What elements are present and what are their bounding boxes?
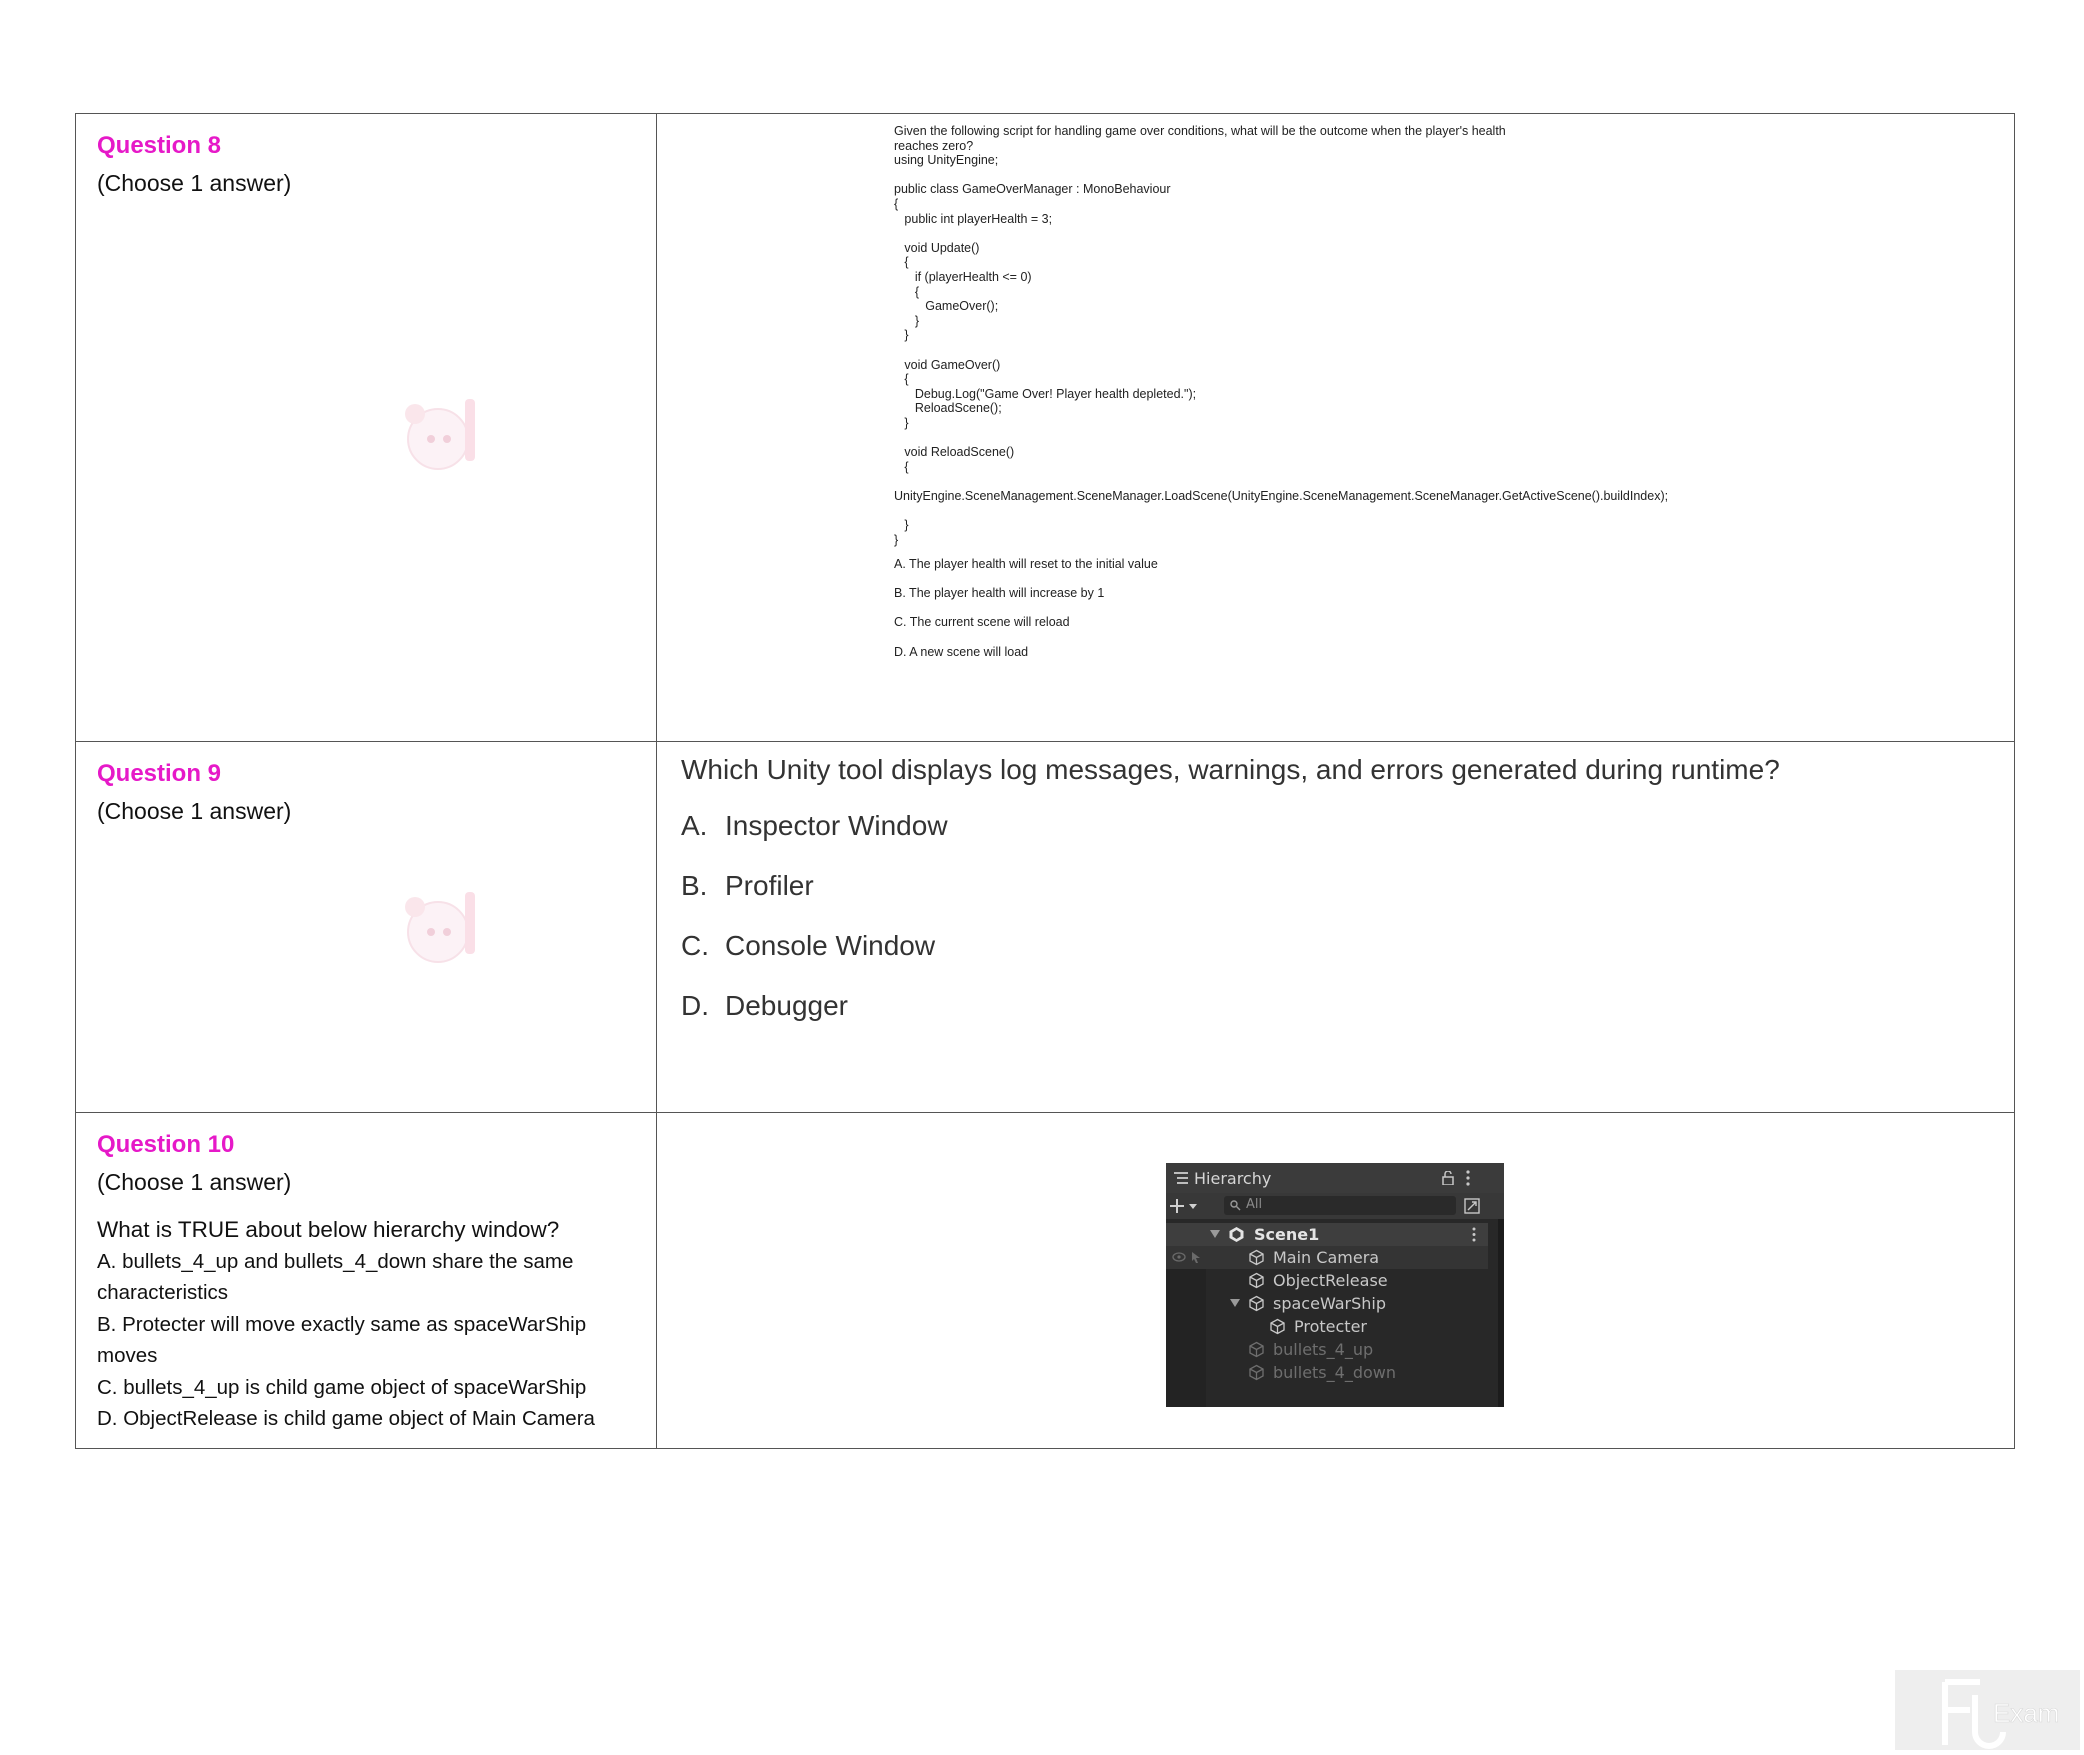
question-9-content: [681, 754, 1780, 1050]
hierarchy-tab-title[interactable]: Hierarchy: [1194, 1169, 1272, 1188]
more-options-icon[interactable]: [1472, 1227, 1476, 1242]
search-icon: [1230, 1200, 1241, 1211]
option-letter: C.: [681, 930, 709, 961]
question-10-option-b[interactable]: B. Protecter will move exactly same as spaceWarShip moves: [97, 1312, 587, 1367]
hierarchy-tab-bar: [1166, 1163, 1504, 1193]
option-text: Debugger: [725, 990, 848, 1021]
lock-icon[interactable]: [1442, 1171, 1454, 1185]
question-9-option-b[interactable]: [681, 870, 1780, 902]
question-9-text: Which Unity tool displays log messages, warnings, and errors generated during runtime?: [681, 754, 1780, 785]
more-options-icon[interactable]: [1466, 1170, 1470, 1186]
exam-logo-icon: [1895, 1670, 2080, 1750]
hierarchy-item-label: spaceWarShip: [1273, 1294, 1387, 1313]
question-10-choose: (Choose 1 answer): [97, 1169, 292, 1195]
option-text: Console Window: [725, 930, 936, 961]
option-letter: B.: [681, 870, 708, 901]
hierarchy-item-main-camera[interactable]: [1166, 1246, 1488, 1269]
question-9-option-d[interactable]: [681, 990, 1780, 1022]
hierarchy-item-protecter[interactable]: [1166, 1315, 1488, 1338]
question-10-title: Question 10: [97, 1131, 235, 1158]
scene-view-icon[interactable]: [1464, 1198, 1480, 1214]
question-10-option-c[interactable]: C. bullets_4_up is child game object of spaceWarShip: [97, 1375, 587, 1399]
hierarchy-toolbar: [1166, 1193, 1504, 1219]
watermark-icon: [393, 877, 493, 977]
option-text: Profiler: [725, 870, 814, 901]
questions-table: [75, 113, 2015, 1449]
question-10-option-d[interactable]: D. ObjectRelease is child game object of Main Camera: [97, 1407, 595, 1430]
expand-arrow-icon[interactable]: [1210, 1230, 1220, 1238]
gameobject-cube-icon: [1248, 1272, 1265, 1289]
question-8-option-a[interactable]: A. The player health will reset to the initial value: [894, 557, 1158, 572]
question-9-title: Question 9: [97, 760, 222, 787]
exam-logo: [1895, 1670, 2080, 1750]
watermark-icon: [393, 384, 493, 484]
question-10-right-cell: [657, 1113, 2015, 1449]
search-placeholder: All: [1246, 1197, 1263, 1212]
question-8-right-cell: [657, 114, 2015, 742]
gameobject-cube-icon: [1248, 1295, 1265, 1312]
gameobject-cube-icon: [1269, 1318, 1286, 1335]
question-9-choose: (Choose 1 answer): [97, 798, 292, 824]
exam-logo-text: Exam: [1993, 1698, 2060, 1728]
question-8-code: Given the following script for handling game over conditions, what will be the outcome when the player's health reaches zero? using UnityEngine; public class GameOverManager : MonoBehaviour { public int playerHealth = 3; void Update() { if (playerHealth <= 0) { GameOver(); } } void GameOver() { Debug.Log("Game Over! Player health depleted."); ReloadScene(); } void ReloadScene() { UnityEngine.SceneManagement.SceneManager.LoadScene(UnityEngine.SceneManagement.SceneManager.GetActiveScene().buildIndex); } }: [894, 124, 1669, 547]
question-10-body: [97, 1214, 637, 1435]
hierarchy-item-scene1[interactable]: [1166, 1223, 1488, 1246]
question-9-right-cell: [657, 742, 2015, 1113]
gameobject-cube-icon: [1248, 1341, 1265, 1358]
question-10-text: What is TRUE about below hierarchy window?: [97, 1217, 560, 1242]
question-9-option-c[interactable]: [681, 930, 1780, 962]
question-8-option-b[interactable]: B. The player health will increase by 1: [894, 586, 1105, 601]
gameobject-cube-icon: [1248, 1364, 1265, 1381]
option-letter: A.: [681, 810, 708, 841]
unity-scene-icon: [1228, 1226, 1245, 1243]
hierarchy-item-label: Protecter: [1294, 1317, 1367, 1336]
question-8-title: Question 8: [97, 132, 222, 159]
gameobject-cube-icon: [1248, 1249, 1265, 1266]
hierarchy-item-spacewarship[interactable]: [1166, 1292, 1488, 1315]
hierarchy-item-label: Scene1: [1254, 1225, 1320, 1244]
question-9-left-cell: [76, 742, 657, 1113]
hierarchy-item-label: ObjectRelease: [1273, 1271, 1388, 1290]
question-8-options: [894, 557, 1994, 659]
question-10-option-a[interactable]: A. bullets_4_up and bullets_4_down share the same characteristics: [97, 1249, 574, 1304]
pickable-icon[interactable]: [1190, 1251, 1202, 1264]
hierarchy-item-bullets-4-down[interactable]: [1166, 1361, 1488, 1384]
visibility-icon[interactable]: [1172, 1252, 1186, 1262]
question-8-content: [894, 124, 1994, 674]
hierarchy-item-bullets-4-up[interactable]: [1166, 1338, 1488, 1361]
option-letter: D.: [681, 990, 709, 1021]
hierarchy-item-label: Main Camera: [1273, 1248, 1380, 1267]
hierarchy-window: [1166, 1163, 1504, 1407]
hierarchy-search-input[interactable]: [1224, 1196, 1456, 1215]
list-icon: [1174, 1172, 1188, 1184]
question-8-left-cell: [76, 114, 657, 742]
question-8-choose: (Choose 1 answer): [97, 170, 292, 196]
question-9-option-a[interactable]: [681, 810, 1780, 842]
option-text: Inspector Window: [725, 810, 948, 841]
question-8-option-d[interactable]: D. A new scene will load: [894, 644, 1029, 659]
add-dropdown-icon[interactable]: [1170, 1198, 1200, 1214]
hierarchy-item-label: bullets_4_down: [1273, 1363, 1396, 1382]
expand-arrow-icon[interactable]: [1230, 1299, 1240, 1307]
hierarchy-item-objectrelease[interactable]: [1166, 1269, 1488, 1292]
hierarchy-item-label: bullets_4_up: [1273, 1340, 1374, 1359]
question-8-option-c[interactable]: C. The current scene will reload: [894, 615, 1070, 630]
question-10-left-cell: [76, 1113, 657, 1449]
hierarchy-scrollbar[interactable]: [1498, 1219, 1504, 1407]
